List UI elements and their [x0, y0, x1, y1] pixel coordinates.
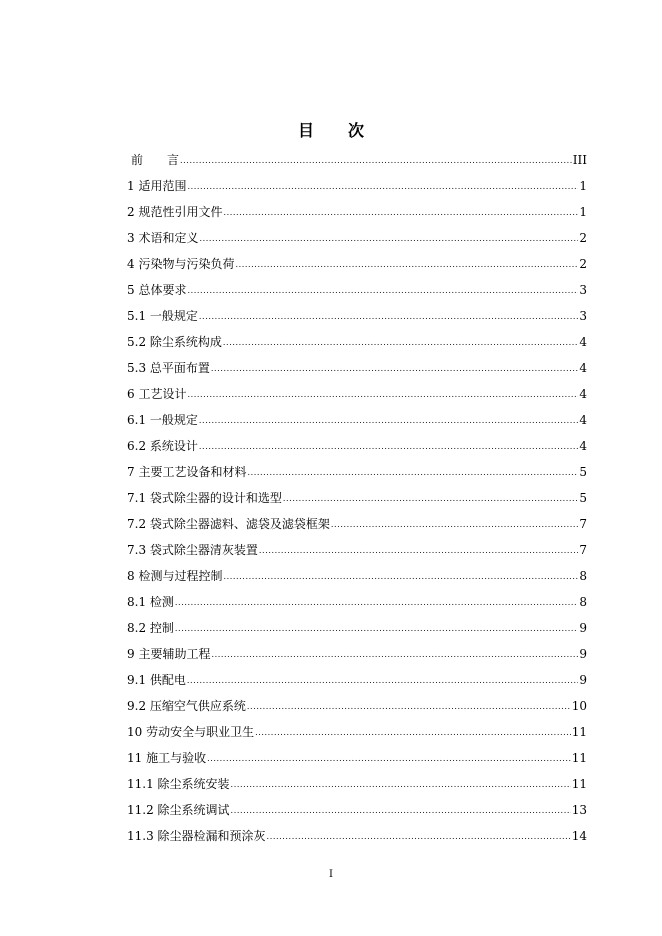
toc-entry[interactable]: [127, 618, 587, 644]
toc-entry-label: 前 言: [131, 153, 180, 167]
toc-entry-page-number: 3: [579, 309, 587, 323]
toc-entry-page-number: 11: [571, 777, 587, 791]
toc-entry[interactable]: [127, 384, 587, 410]
toc-entry-label: 7.2 袋式除尘器滤料、滤袋及滤袋框架: [127, 517, 330, 531]
toc-entry-label: 5 总体要求: [127, 283, 187, 297]
toc-entry[interactable]: [127, 774, 587, 800]
toc-leader-dots: [199, 307, 578, 327]
toc-leader-dots: [235, 255, 578, 275]
toc-entry[interactable]: [127, 566, 587, 592]
toc-entry-page-number: 1: [579, 205, 587, 219]
toc-entry-label: 9.1 供配电: [127, 673, 186, 687]
toc-entry-page-number: 2: [579, 231, 587, 245]
toc-entry-label: 11 施工与验收: [127, 751, 207, 765]
toc-entry[interactable]: [127, 748, 587, 774]
toc-entry-page-number: 9: [579, 621, 587, 635]
toc-entry-label: 6 工艺设计: [127, 387, 187, 401]
toc-entry-label: 7.1 袋式除尘器的设计和选型: [127, 491, 282, 505]
toc-leader-dots: [207, 749, 571, 769]
page-number: I: [329, 869, 333, 880]
toc-entry-page-number: 4: [579, 335, 587, 349]
toc-leader-dots: [331, 515, 578, 535]
toc-title-char-1: 目: [297, 121, 314, 140]
toc-entry[interactable]: [127, 436, 587, 462]
toc-entry[interactable]: [127, 670, 587, 696]
toc-entry-page-number: 7: [579, 517, 587, 531]
toc-entry-page-number: 4: [579, 413, 587, 427]
toc-title-char-2: 次: [348, 121, 365, 140]
toc-entry[interactable]: [127, 332, 587, 358]
toc-entry-label: 6.2 系统设计: [127, 439, 198, 453]
toc-entry-page-number: 4: [579, 439, 587, 453]
toc-entry[interactable]: [127, 202, 587, 228]
toc-entry-label: 8 检测与过程控制: [127, 569, 223, 583]
toc-leader-dots: [255, 723, 571, 743]
toc-entry-page-number: 11: [571, 751, 587, 765]
toc-entry-page-number: 10: [571, 699, 587, 713]
toc-leader-dots: [247, 697, 571, 717]
toc-entry[interactable]: [127, 540, 587, 566]
toc-entry-page-number: 8: [579, 595, 587, 609]
toc-entry-label: 5.2 除尘系统构成: [127, 335, 222, 349]
toc-entry[interactable]: [127, 696, 587, 722]
toc-leader-dots: [247, 463, 578, 483]
toc-leader-dots: [175, 619, 578, 639]
toc-leader-dots: [180, 151, 572, 171]
toc-leader-dots: [199, 437, 578, 457]
toc-leader-dots: [223, 203, 578, 223]
toc-entry-label: 4 污染物与污染负荷: [127, 257, 235, 271]
toc-list: [127, 150, 587, 852]
toc-entry-page-number: 11: [571, 725, 587, 739]
toc-entry[interactable]: [127, 358, 587, 384]
toc-entry[interactable]: [127, 254, 587, 280]
toc-entry-page-number: 2: [579, 257, 587, 271]
toc-entry-page-number: 3: [579, 283, 587, 297]
toc-leader-dots: [187, 671, 578, 691]
toc-entry-label: 2 规范性引用文件: [127, 205, 223, 219]
toc-entry-page-number: 9: [579, 647, 587, 661]
toc-entry-page-number: III: [572, 153, 587, 167]
toc-entry-label: 3 术语和定义: [127, 231, 199, 245]
toc-entry[interactable]: [127, 488, 587, 514]
toc-entry[interactable]: [127, 644, 587, 670]
toc-entry-page-number: 1: [579, 179, 587, 193]
toc-entry-page-number: 5: [579, 465, 587, 479]
toc-entry[interactable]: [127, 150, 587, 176]
toc-entry[interactable]: [127, 306, 587, 332]
toc-entry-page-number: 4: [579, 387, 587, 401]
toc-entry-page-number: 7: [579, 543, 587, 557]
toc-entry[interactable]: [127, 514, 587, 540]
toc-entry-label: 9 主要辅助工程: [127, 647, 211, 661]
toc-entry-page-number: 9: [579, 673, 587, 687]
toc-leader-dots: [211, 359, 578, 379]
toc-leader-dots: [187, 281, 578, 301]
toc-leader-dots: [223, 567, 578, 587]
toc-entry-label: 11.1 除尘系统安装: [127, 777, 230, 791]
toc-leader-dots: [231, 775, 571, 795]
toc-entry-label: 9.2 压缩空气供应系统: [127, 699, 246, 713]
toc-entry[interactable]: [127, 592, 587, 618]
toc-leader-dots: [187, 385, 578, 405]
toc-entry-label: 8.1 检测: [127, 595, 174, 609]
toc-entry[interactable]: [127, 462, 587, 488]
toc-entry[interactable]: [127, 280, 587, 306]
toc-entry-label: 11.2 除尘系统调试: [127, 803, 230, 817]
toc-entry[interactable]: [127, 176, 587, 202]
toc-leader-dots: [259, 541, 578, 561]
toc-entry-page-number: 14: [571, 829, 587, 843]
toc-entry[interactable]: [127, 228, 587, 254]
toc-entry-label: 7 主要工艺设备和材料: [127, 465, 247, 479]
toc-entry-label: 8.2 控制: [127, 621, 174, 635]
toc-title: [0, 120, 662, 142]
toc-entry-label: 1 适用范围: [127, 179, 187, 193]
toc-entry-page-number: 13: [571, 803, 587, 817]
toc-entry[interactable]: [127, 410, 587, 436]
toc-leader-dots: [267, 827, 571, 847]
toc-leader-dots: [231, 801, 571, 821]
toc-leader-dots: [223, 333, 578, 353]
toc-entry-label: 5.3 总平面布置: [127, 361, 210, 375]
toc-entry[interactable]: [127, 800, 587, 826]
toc-entry-label: 10 劳动安全与职业卫生: [127, 725, 255, 739]
toc-leader-dots: [175, 593, 578, 613]
toc-leader-dots: [199, 411, 578, 431]
toc-leader-dots: [283, 489, 578, 509]
toc-leader-dots: [187, 177, 578, 197]
toc-leader-dots: [211, 645, 578, 665]
toc-entry-label: 5.1 一般规定: [127, 309, 198, 323]
toc-entry-page-number: 5: [579, 491, 587, 505]
toc-entry-label: 7.3 袋式除尘器清灰装置: [127, 543, 258, 557]
toc-entry[interactable]: [127, 826, 587, 852]
toc-entry-label: 6.1 一般规定: [127, 413, 198, 427]
toc-entry[interactable]: [127, 722, 587, 748]
toc-entry-label: 11.3 除尘器检漏和预涂灰: [127, 829, 266, 843]
toc-leader-dots: [199, 229, 578, 249]
toc-entry-page-number: 8: [579, 569, 587, 583]
toc-entry-page-number: 4: [579, 361, 587, 375]
